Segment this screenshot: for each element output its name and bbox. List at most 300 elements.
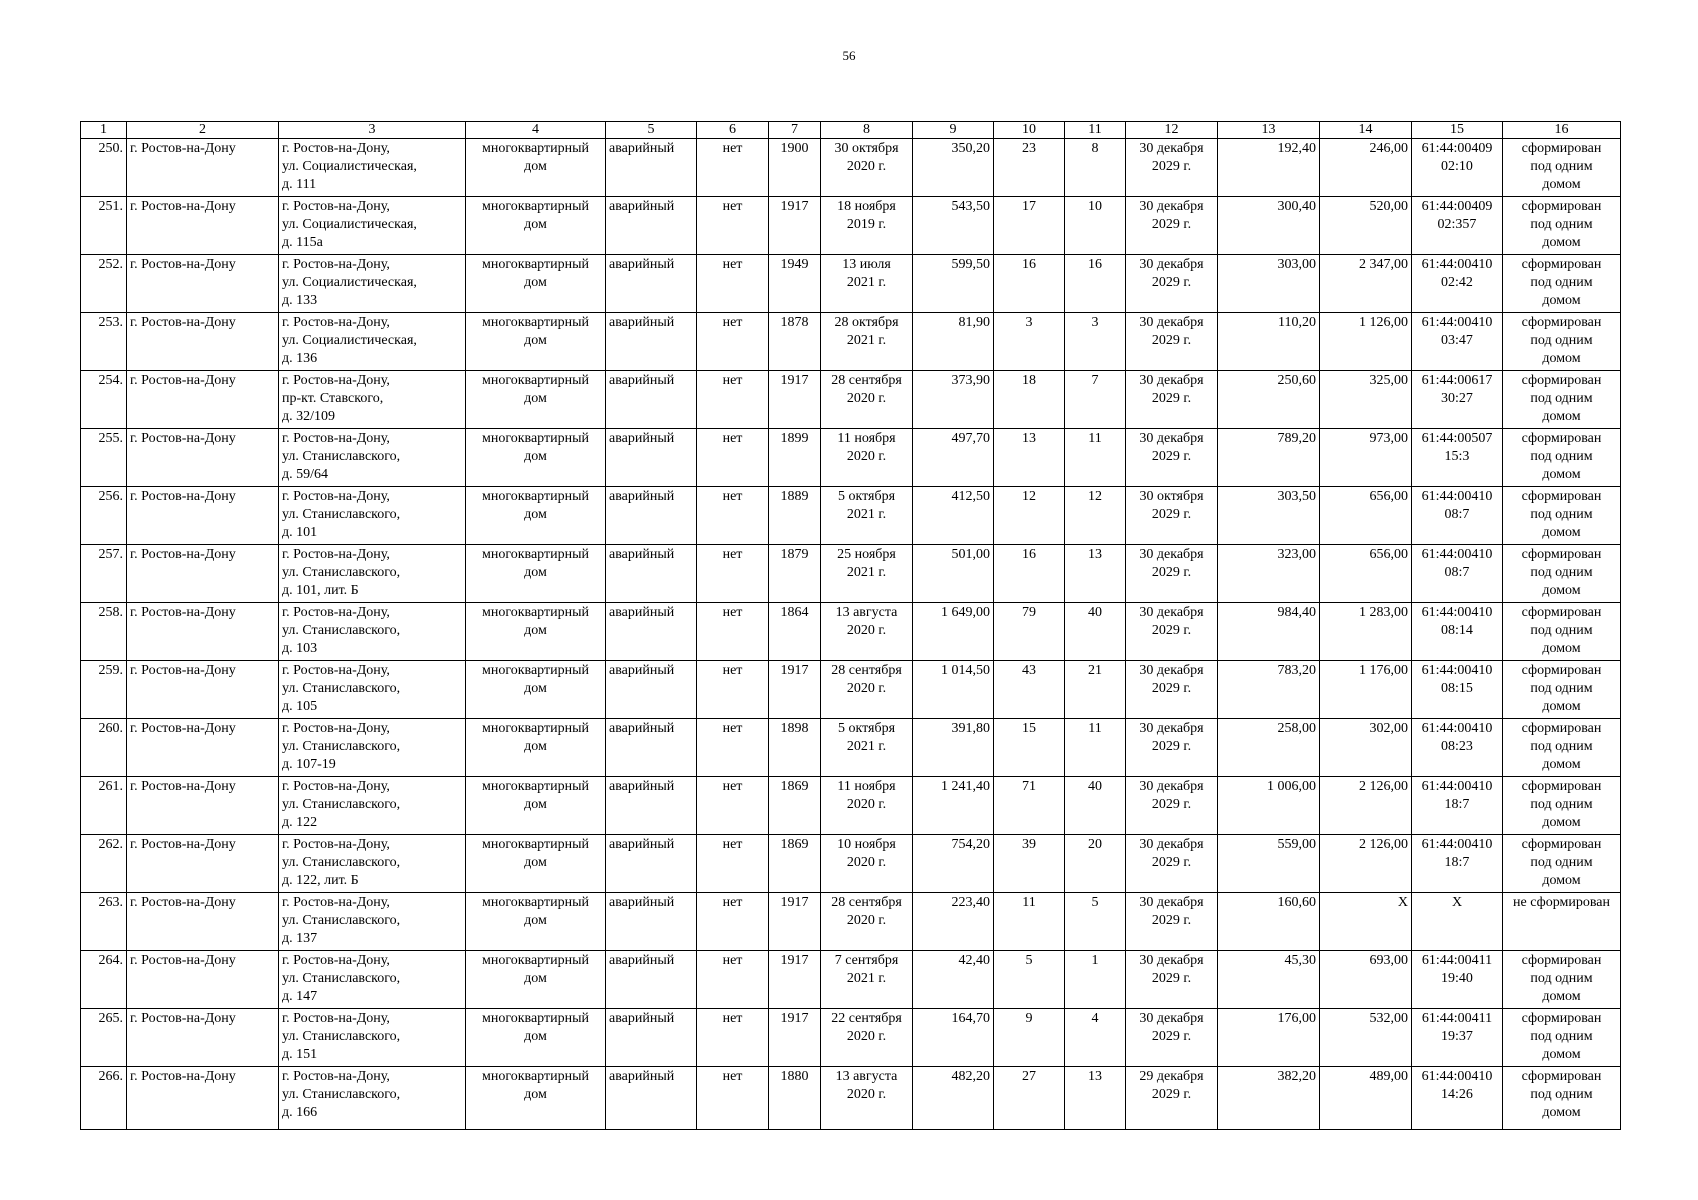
address-cell-line: д. 111 bbox=[282, 177, 317, 192]
table-header bbox=[81, 122, 1621, 139]
object-type-cell-line: дом bbox=[524, 217, 547, 232]
cadastral-number-cell-line: 02:10 bbox=[1441, 159, 1473, 174]
cadastral-number-cell-line: 19:37 bbox=[1441, 1029, 1473, 1044]
city-cell: г. Ростов-на-Дону bbox=[127, 313, 279, 371]
rooms-cell: 13 bbox=[1065, 1067, 1126, 1130]
land-status-cell-line: под одним bbox=[1530, 275, 1593, 290]
recognition-date-cell-line: 2020 г. bbox=[846, 1029, 887, 1044]
year-cell: 1917 bbox=[769, 893, 821, 951]
city-cell: г. Ростов-на-Дону bbox=[127, 371, 279, 429]
recognition-date-cell-line: 13 августа bbox=[835, 605, 898, 620]
object-type-cell-line: многоквартирный bbox=[481, 895, 589, 910]
year-cell: 1917 bbox=[769, 197, 821, 255]
land-status-cell-line: сформирован bbox=[1521, 141, 1602, 156]
rooms-cell: 12 bbox=[1065, 487, 1126, 545]
object-type-cell-line: многоквартирный bbox=[481, 837, 589, 852]
living-area-cell: 45,30 bbox=[1218, 951, 1320, 1009]
land-area-cell: 693,00 bbox=[1320, 951, 1412, 1009]
recognition-date-cell bbox=[821, 313, 913, 371]
address-cell-line: д. 101 bbox=[282, 525, 318, 540]
rooms-cell: 3 bbox=[1065, 313, 1126, 371]
object-type-cell-line: многоквартирный bbox=[481, 953, 589, 968]
living-area-cell: 789,20 bbox=[1218, 429, 1320, 487]
object-type-cell-line: дом bbox=[524, 681, 547, 696]
year-cell: 1880 bbox=[769, 1067, 821, 1130]
address-cell bbox=[279, 777, 466, 835]
object-type-cell-line: многоквартирный bbox=[481, 605, 589, 620]
area-cell: 1 014,50 bbox=[913, 661, 994, 719]
recognition-date-cell-line: 2020 г. bbox=[846, 913, 887, 928]
deadline-cell bbox=[1126, 1009, 1218, 1067]
deadline-cell bbox=[1126, 951, 1218, 1009]
residents-cell: 11 bbox=[994, 893, 1065, 951]
deadline-cell-line: 2029 г. bbox=[1151, 623, 1192, 638]
year-cell: 1899 bbox=[769, 429, 821, 487]
address-cell-line: д. 101, лит. Б bbox=[282, 583, 359, 598]
address-cell-line: ул. Станиславского, bbox=[282, 623, 401, 638]
object-type-cell bbox=[466, 197, 606, 255]
cadastral-number-cell-line: 61:44:00617 bbox=[1421, 373, 1493, 388]
recognition-date-cell bbox=[821, 893, 913, 951]
address-cell-line: г. Ростов-на-Дону, bbox=[282, 721, 390, 736]
deadline-cell-line: 2029 г. bbox=[1151, 449, 1192, 464]
land-status-cell-line: под одним bbox=[1530, 681, 1593, 696]
address-cell-line: ул. Станиславского, bbox=[282, 797, 401, 812]
land-status-cell-line: под одним bbox=[1530, 1087, 1593, 1102]
address-cell bbox=[279, 719, 466, 777]
status-cell: аварийный bbox=[606, 719, 697, 777]
land-status-cell bbox=[1503, 371, 1621, 429]
flag-cell: нет bbox=[697, 1067, 769, 1130]
flag-cell: нет bbox=[697, 429, 769, 487]
city-cell: г. Ростов-на-Дону bbox=[127, 197, 279, 255]
address-cell bbox=[279, 371, 466, 429]
residents-cell: 12 bbox=[994, 487, 1065, 545]
land-status-cell-line: сформирован bbox=[1521, 315, 1602, 330]
recognition-date-cell bbox=[821, 719, 913, 777]
deadline-cell bbox=[1126, 893, 1218, 951]
cadastral-number-cell bbox=[1412, 487, 1503, 545]
cadastral-number-cell-line: 61:44:00410 bbox=[1421, 605, 1493, 620]
row-number: 253. bbox=[81, 313, 127, 371]
living-area-cell: 176,00 bbox=[1218, 1009, 1320, 1067]
residents-cell: 3 bbox=[994, 313, 1065, 371]
column-header-9: 9 bbox=[913, 122, 994, 139]
recognition-date-cell-line: 10 ноября bbox=[837, 837, 896, 852]
area-cell: 543,50 bbox=[913, 197, 994, 255]
land-area-cell: 656,00 bbox=[1320, 487, 1412, 545]
city-cell: г. Ростов-на-Дону bbox=[127, 603, 279, 661]
cadastral-number-cell-line: 61:44:00409 bbox=[1421, 141, 1493, 156]
address-cell-line: д. 107-19 bbox=[282, 757, 336, 772]
table-row bbox=[81, 255, 1621, 313]
city-cell: г. Ростов-на-Дону bbox=[127, 893, 279, 951]
table-row bbox=[81, 429, 1621, 487]
land-status-cell-line: сформирован bbox=[1521, 199, 1602, 214]
flag-cell: нет bbox=[697, 835, 769, 893]
cadastral-number-cell-line: 08:7 bbox=[1444, 565, 1470, 580]
cadastral-number-cell bbox=[1412, 139, 1503, 197]
deadline-cell bbox=[1126, 719, 1218, 777]
flag-cell: нет bbox=[697, 661, 769, 719]
object-type-cell-line: дом bbox=[524, 159, 547, 174]
land-area-cell: X bbox=[1320, 893, 1412, 951]
flag-cell: нет bbox=[697, 951, 769, 1009]
address-cell-line: д. 115а bbox=[282, 235, 323, 250]
land-status-cell-line: под одним bbox=[1530, 449, 1593, 464]
deadline-cell-line: 30 декабря bbox=[1139, 431, 1204, 446]
table-row bbox=[81, 603, 1621, 661]
address-cell-line: пр-кт. Ставского, bbox=[282, 391, 384, 406]
address-cell bbox=[279, 835, 466, 893]
address-cell-line: д. 151 bbox=[282, 1047, 318, 1062]
row-number: 261. bbox=[81, 777, 127, 835]
address-cell-line: ул. Социалистическая, bbox=[282, 333, 417, 348]
cadastral-number-cell bbox=[1412, 835, 1503, 893]
object-type-cell-line: дом bbox=[524, 275, 547, 290]
column-header-5: 5 bbox=[606, 122, 697, 139]
land-status-cell-line: домом bbox=[1542, 525, 1581, 540]
object-type-cell bbox=[466, 255, 606, 313]
area-cell: 482,20 bbox=[913, 1067, 994, 1130]
row-number: 266. bbox=[81, 1067, 127, 1130]
land-status-cell-line: сформирован bbox=[1521, 721, 1602, 736]
status-cell: аварийный bbox=[606, 487, 697, 545]
column-header-10: 10 bbox=[994, 122, 1065, 139]
area-cell: 501,00 bbox=[913, 545, 994, 603]
deadline-cell-line: 2029 г. bbox=[1151, 391, 1192, 406]
address-cell bbox=[279, 487, 466, 545]
address-cell-line: г. Ростов-на-Дону, bbox=[282, 199, 390, 214]
deadline-cell bbox=[1126, 545, 1218, 603]
cadastral-number-cell bbox=[1412, 371, 1503, 429]
land-status-cell-line: домом bbox=[1542, 177, 1581, 192]
page-number: 56 bbox=[842, 48, 856, 63]
deadline-cell-line: 30 декабря bbox=[1139, 605, 1204, 620]
recognition-date-cell-line: 2020 г. bbox=[846, 681, 887, 696]
living-area-cell: 160,60 bbox=[1218, 893, 1320, 951]
year-cell: 1917 bbox=[769, 661, 821, 719]
cadastral-number-cell-line: 02:357 bbox=[1437, 217, 1477, 232]
land-area-cell: 1 283,00 bbox=[1320, 603, 1412, 661]
recognition-date-cell-line: 28 сентября bbox=[831, 663, 902, 678]
table-row bbox=[81, 893, 1621, 951]
land-area-cell: 302,00 bbox=[1320, 719, 1412, 777]
object-type-cell bbox=[466, 835, 606, 893]
address-cell-line: д. 122 bbox=[282, 815, 318, 830]
recognition-date-cell-line: 5 октября bbox=[837, 489, 896, 504]
land-status-cell-line: сформирован bbox=[1521, 431, 1602, 446]
row-number: 262. bbox=[81, 835, 127, 893]
object-type-cell-line: многоквартирный bbox=[481, 721, 589, 736]
object-type-cell bbox=[466, 1009, 606, 1067]
deadline-cell-line: 2029 г. bbox=[1151, 159, 1192, 174]
object-type-cell bbox=[466, 429, 606, 487]
deadline-cell-line: 30 декабря bbox=[1139, 895, 1204, 910]
deadline-cell-line: 30 декабря bbox=[1139, 953, 1204, 968]
recognition-date-cell bbox=[821, 603, 913, 661]
object-type-cell-line: дом bbox=[524, 739, 547, 754]
address-cell bbox=[279, 313, 466, 371]
status-cell: аварийный bbox=[606, 1009, 697, 1067]
row-number: 260. bbox=[81, 719, 127, 777]
land-status-cell-line: домом bbox=[1542, 757, 1581, 772]
land-status-cell-line: под одним bbox=[1530, 507, 1593, 522]
table-row bbox=[81, 951, 1621, 1009]
address-cell-line: г. Ростов-на-Дону, bbox=[282, 315, 390, 330]
status-cell: аварийный bbox=[606, 371, 697, 429]
column-header-4: 4 bbox=[466, 122, 606, 139]
address-cell-line: ул. Станиславского, bbox=[282, 1087, 401, 1102]
deadline-cell-line: 2029 г. bbox=[1151, 1087, 1192, 1102]
status-cell: аварийный bbox=[606, 603, 697, 661]
address-cell-line: д. 166 bbox=[282, 1105, 318, 1120]
residents-cell: 39 bbox=[994, 835, 1065, 893]
table-row bbox=[81, 487, 1621, 545]
flag-cell: нет bbox=[697, 313, 769, 371]
land-status-cell-line: домом bbox=[1542, 699, 1581, 714]
living-area-cell: 250,60 bbox=[1218, 371, 1320, 429]
area-cell: 42,40 bbox=[913, 951, 994, 1009]
rooms-cell: 20 bbox=[1065, 835, 1126, 893]
land-area-cell: 532,00 bbox=[1320, 1009, 1412, 1067]
land-status-cell-line: сформирован bbox=[1521, 1069, 1602, 1084]
object-type-cell-line: дом bbox=[524, 333, 547, 348]
status-cell: аварийный bbox=[606, 545, 697, 603]
object-type-cell-line: многоквартирный bbox=[481, 373, 589, 388]
status-cell: аварийный bbox=[606, 429, 697, 487]
status-cell: аварийный bbox=[606, 835, 697, 893]
address-cell-line: д. 136 bbox=[282, 351, 318, 366]
deadline-cell bbox=[1126, 835, 1218, 893]
area-cell: 373,90 bbox=[913, 371, 994, 429]
object-type-cell-line: дом bbox=[524, 1087, 547, 1102]
year-cell: 1898 bbox=[769, 719, 821, 777]
cadastral-number-cell-line: 14:26 bbox=[1441, 1087, 1473, 1102]
column-header-2: 2 bbox=[127, 122, 279, 139]
address-cell-line: ул. Станиславского, bbox=[282, 1029, 401, 1044]
recognition-date-cell-line: 2021 г. bbox=[846, 739, 887, 754]
land-area-cell: 489,00 bbox=[1320, 1067, 1412, 1130]
cadastral-number-cell-line: 08:14 bbox=[1441, 623, 1473, 638]
deadline-cell-line: 30 декабря bbox=[1139, 257, 1204, 272]
cadastral-number-cell bbox=[1412, 719, 1503, 777]
table-row bbox=[81, 835, 1621, 893]
column-header-13: 13 bbox=[1218, 122, 1320, 139]
address-cell-line: ул. Станиславского, bbox=[282, 565, 401, 580]
land-status-cell bbox=[1503, 545, 1621, 603]
land-status-cell-line: домом bbox=[1542, 873, 1581, 888]
deadline-cell bbox=[1126, 661, 1218, 719]
address-cell-line: г. Ростов-на-Дону, bbox=[282, 953, 390, 968]
address-cell-line: ул. Станиславского, bbox=[282, 739, 401, 754]
year-cell: 1900 bbox=[769, 139, 821, 197]
recognition-date-cell bbox=[821, 371, 913, 429]
rooms-cell: 7 bbox=[1065, 371, 1126, 429]
area-cell: 412,50 bbox=[913, 487, 994, 545]
area-cell: 223,40 bbox=[913, 893, 994, 951]
deadline-cell-line: 2029 г. bbox=[1151, 275, 1192, 290]
deadline-cell-line: 30 декабря bbox=[1139, 1011, 1204, 1026]
recognition-date-cell bbox=[821, 951, 913, 1009]
rooms-cell: 11 bbox=[1065, 719, 1126, 777]
recognition-date-cell bbox=[821, 1009, 913, 1067]
rooms-cell: 16 bbox=[1065, 255, 1126, 313]
deadline-cell-line: 2029 г. bbox=[1151, 855, 1192, 870]
rooms-cell: 5 bbox=[1065, 893, 1126, 951]
flag-cell: нет bbox=[697, 777, 769, 835]
deadline-cell-line: 30 декабря bbox=[1139, 141, 1204, 156]
year-cell: 1917 bbox=[769, 951, 821, 1009]
land-area-cell: 973,00 bbox=[1320, 429, 1412, 487]
land-status-cell bbox=[1503, 313, 1621, 371]
city-cell: г. Ростов-на-Дону bbox=[127, 139, 279, 197]
flag-cell: нет bbox=[697, 255, 769, 313]
address-cell-line: ул. Станиславского, bbox=[282, 449, 401, 464]
land-status-cell-line: под одним bbox=[1530, 797, 1593, 812]
cadastral-number-cell bbox=[1412, 661, 1503, 719]
cadastral-number-cell-line: X bbox=[1451, 895, 1463, 910]
cadastral-number-cell-line: 61:44:00507 bbox=[1421, 431, 1493, 446]
column-header-12: 12 bbox=[1126, 122, 1218, 139]
residents-cell: 17 bbox=[994, 197, 1065, 255]
status-cell: аварийный bbox=[606, 661, 697, 719]
city-cell: г. Ростов-на-Дону bbox=[127, 661, 279, 719]
living-area-cell: 110,20 bbox=[1218, 313, 1320, 371]
recognition-date-cell-line: 18 ноября bbox=[837, 199, 896, 214]
cadastral-number-cell-line: 61:44:00410 bbox=[1421, 315, 1493, 330]
deadline-cell-line: 2029 г. bbox=[1151, 681, 1192, 696]
residents-cell: 5 bbox=[994, 951, 1065, 1009]
object-type-cell bbox=[466, 487, 606, 545]
recognition-date-cell-line: 2020 г. bbox=[846, 159, 887, 174]
address-cell-line: д. 133 bbox=[282, 293, 318, 308]
cadastral-number-cell bbox=[1412, 893, 1503, 951]
deadline-cell-line: 2029 г. bbox=[1151, 739, 1192, 754]
land-area-cell: 2 126,00 bbox=[1320, 835, 1412, 893]
object-type-cell bbox=[466, 661, 606, 719]
rooms-cell: 10 bbox=[1065, 197, 1126, 255]
deadline-cell-line: 30 декабря bbox=[1139, 315, 1204, 330]
address-cell bbox=[279, 255, 466, 313]
residents-cell: 9 bbox=[994, 1009, 1065, 1067]
land-status-cell-line: сформирован bbox=[1521, 1011, 1602, 1026]
land-status-cell-line: домом bbox=[1542, 641, 1581, 656]
object-type-cell-line: многоквартирный bbox=[481, 199, 589, 214]
status-cell: аварийный bbox=[606, 777, 697, 835]
recognition-date-cell-line: 2020 г. bbox=[846, 855, 887, 870]
land-status-cell-line: под одним bbox=[1530, 739, 1593, 754]
cadastral-number-cell-line: 61:44:00411 bbox=[1421, 953, 1493, 968]
land-area-cell: 1 176,00 bbox=[1320, 661, 1412, 719]
object-type-cell bbox=[466, 313, 606, 371]
cadastral-number-cell-line: 61:44:00410 bbox=[1421, 547, 1493, 562]
land-area-cell: 325,00 bbox=[1320, 371, 1412, 429]
recognition-date-cell-line: 13 июля bbox=[842, 257, 891, 272]
address-cell bbox=[279, 197, 466, 255]
land-status-cell-line: под одним bbox=[1530, 217, 1593, 232]
cadastral-number-cell-line: 61:44:00410 bbox=[1421, 663, 1493, 678]
deadline-cell bbox=[1126, 139, 1218, 197]
object-type-cell-line: дом bbox=[524, 797, 547, 812]
land-status-cell-line: домом bbox=[1542, 351, 1581, 366]
city-cell: г. Ростов-на-Дону bbox=[127, 835, 279, 893]
object-type-cell-line: многоквартирный bbox=[481, 779, 589, 794]
object-type-cell-line: дом bbox=[524, 971, 547, 986]
deadline-cell-line: 2029 г. bbox=[1151, 333, 1192, 348]
flag-cell: нет bbox=[697, 719, 769, 777]
address-cell bbox=[279, 661, 466, 719]
recognition-date-cell bbox=[821, 197, 913, 255]
rooms-cell: 40 bbox=[1065, 777, 1126, 835]
cadastral-number-cell-line: 61:44:00411 bbox=[1421, 1011, 1493, 1026]
land-status-cell bbox=[1503, 1067, 1621, 1130]
address-cell-line: д. 103 bbox=[282, 641, 318, 656]
rooms-cell: 13 bbox=[1065, 545, 1126, 603]
rooms-cell: 1 bbox=[1065, 951, 1126, 1009]
recognition-date-cell-line: 28 сентября bbox=[831, 373, 902, 388]
object-type-cell-line: многоквартирный bbox=[481, 141, 589, 156]
land-status-cell-line: под одним bbox=[1530, 623, 1593, 638]
recognition-date-cell-line: 30 октября bbox=[834, 141, 899, 156]
object-type-cell bbox=[466, 545, 606, 603]
deadline-cell bbox=[1126, 255, 1218, 313]
city-cell: г. Ростов-на-Дону bbox=[127, 1009, 279, 1067]
recognition-date-cell bbox=[821, 777, 913, 835]
land-status-cell-line: сформирован bbox=[1521, 547, 1602, 562]
rooms-cell: 8 bbox=[1065, 139, 1126, 197]
address-cell-line: ул. Станиславского, bbox=[282, 913, 401, 928]
cadastral-number-cell-line: 03:47 bbox=[1441, 333, 1473, 348]
flag-cell: нет bbox=[697, 545, 769, 603]
object-type-cell bbox=[466, 1067, 606, 1130]
land-status-cell bbox=[1503, 719, 1621, 777]
recognition-date-cell bbox=[821, 545, 913, 603]
land-status-cell-line: домом bbox=[1542, 1105, 1581, 1120]
recognition-date-cell-line: 11 ноября bbox=[837, 779, 896, 794]
city-cell: г. Ростов-на-Дону bbox=[127, 719, 279, 777]
deadline-cell-line: 30 октября bbox=[1139, 489, 1204, 504]
recognition-date-cell-line: 2021 г. bbox=[846, 507, 887, 522]
deadline-cell bbox=[1126, 487, 1218, 545]
address-cell-line: д. 105 bbox=[282, 699, 318, 714]
land-status-cell-line: домом bbox=[1542, 1047, 1581, 1062]
land-status-cell-line: под одним bbox=[1530, 333, 1593, 348]
object-type-cell-line: многоквартирный bbox=[481, 431, 589, 446]
housing-registry-table bbox=[80, 121, 1621, 1130]
land-status-cell bbox=[1503, 835, 1621, 893]
row-number: 258. bbox=[81, 603, 127, 661]
object-type-cell-line: дом bbox=[524, 391, 547, 406]
address-cell-line: д. 32/109 bbox=[282, 409, 336, 424]
area-cell: 599,50 bbox=[913, 255, 994, 313]
cadastral-number-cell bbox=[1412, 545, 1503, 603]
recognition-date-cell-line: 13 августа bbox=[835, 1069, 898, 1084]
flag-cell: нет bbox=[697, 603, 769, 661]
deadline-cell-line: 2029 г. bbox=[1151, 565, 1192, 580]
address-cell-line: г. Ростов-на-Дону, bbox=[282, 431, 390, 446]
row-number: 252. bbox=[81, 255, 127, 313]
address-cell bbox=[279, 1067, 466, 1130]
area-cell: 350,20 bbox=[913, 139, 994, 197]
year-cell: 1917 bbox=[769, 371, 821, 429]
row-number: 254. bbox=[81, 371, 127, 429]
land-status-cell-line: домом bbox=[1542, 409, 1581, 424]
address-cell-line: ул. Станиславского, bbox=[282, 681, 401, 696]
status-cell: аварийный bbox=[606, 893, 697, 951]
living-area-cell: 323,00 bbox=[1218, 545, 1320, 603]
land-status-cell-line: сформирован bbox=[1521, 953, 1602, 968]
